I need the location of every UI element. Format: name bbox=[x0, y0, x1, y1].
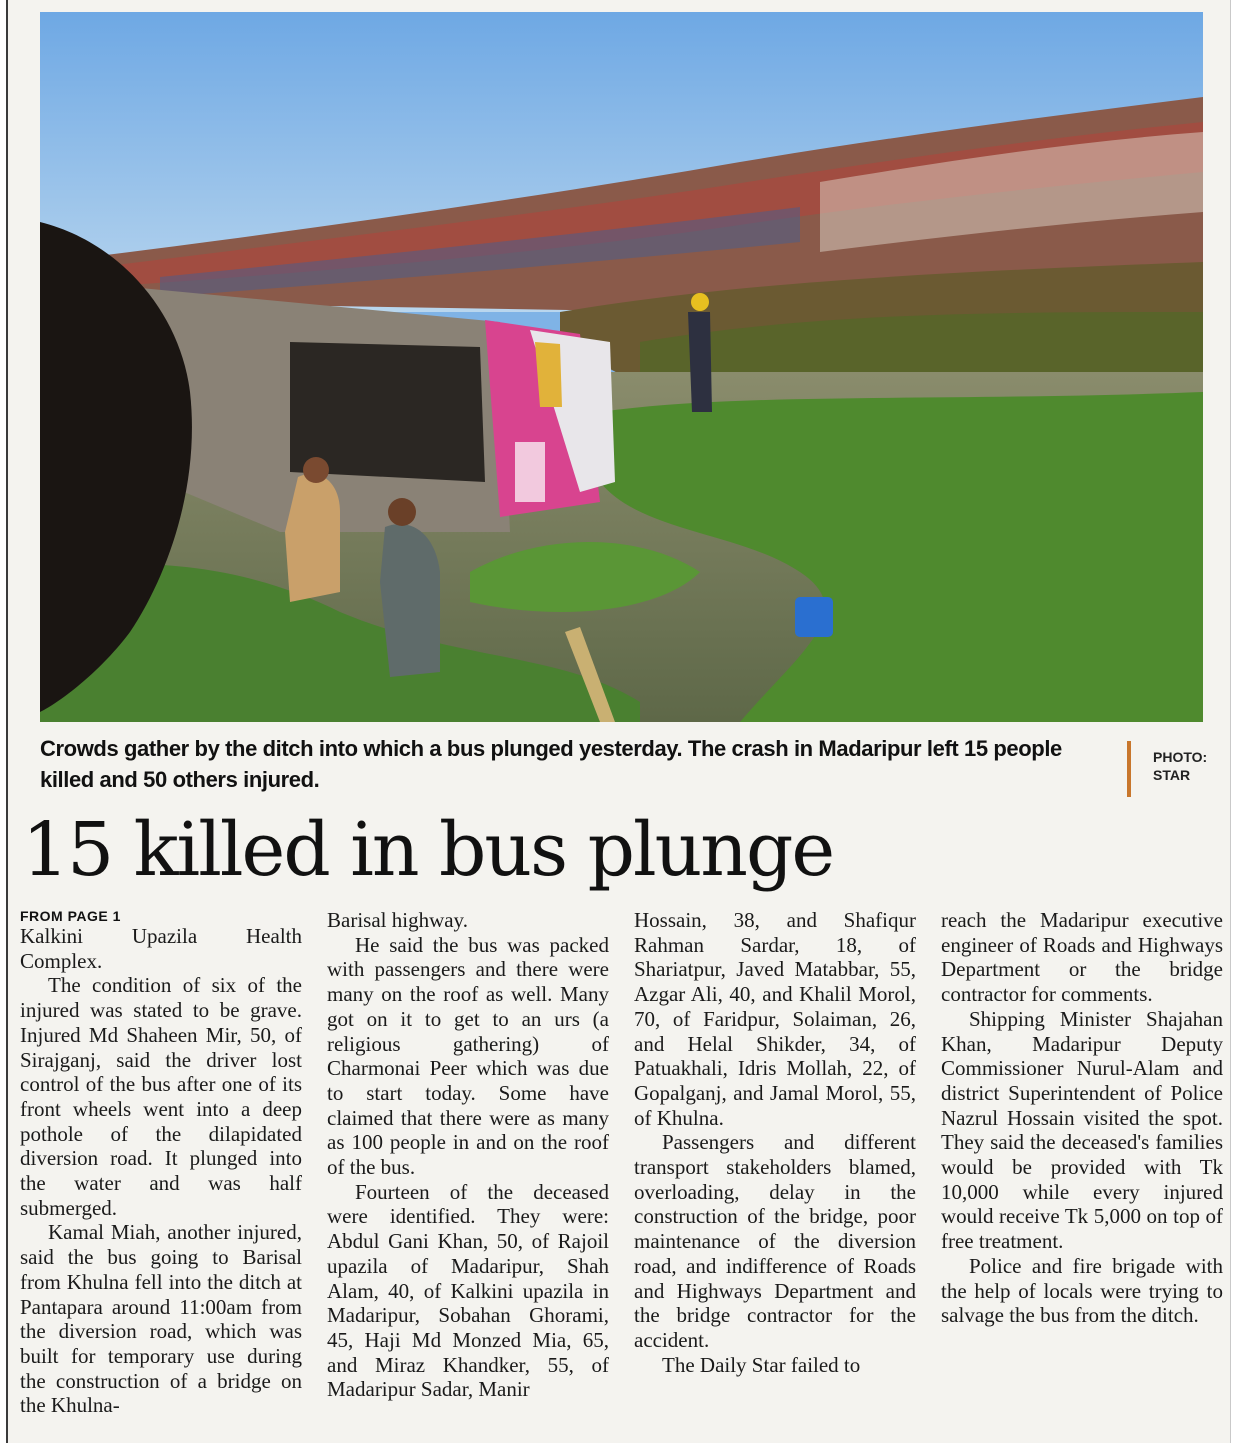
paragraph: Fourteen of the deceased were identified. They were: Abdul Gani Khan, 50, of Rajoil upazila of Madaripur, Shah Alam, 40, of Kalkini upazila in Madaripur, Sobahan Ghorami, 45, Haji Md Monzed Mia, 65, and Miraz Khandker, 55, of Madaripur Sadar, Manir bbox=[327, 1179, 609, 1402]
paragraph: Kamal Miah, another injured, said the bus going to Barisal from Khulna fell into the ditch at Pantapara around 11:00am from the diversion road, which was built for temporary use during the construction of a bridge on the Khulna- bbox=[20, 1220, 302, 1418]
article-column-3 bbox=[634, 908, 916, 1377]
photo-credit-label: PHOTO: bbox=[1153, 749, 1208, 765]
paragraph: Shipping Minister Shajahan Khan, Madaripur Deputy Commissioner Nurul-Alam and district Superintendent of Police Nazrul Hossain visited the spot. They said the deceased's families would be provided with Tk 10,000 while every injured would receive Tk 5,000 on top of free treatment. bbox=[941, 1006, 1223, 1254]
paragraph: Barisal highway. bbox=[327, 908, 468, 932]
bus bbox=[130, 287, 615, 532]
paragraph: Passengers and different transport stakeholders blamed, overloading, delay in the construction of the bridge, poor maintenance of the diversion road, and indifference of Roads and Highways Department and the bridge contractor for the accident. bbox=[634, 1130, 916, 1352]
paragraph: Hossain, 38, and Shafiqur Rahman Sardar, 18, of Shariatpur, Javed Matabbar, 55, Azgar Ali, 40, and Khalil Morol, 70, of Faridpur, Solaiman, 26, and Helal Shikder, 34, of Patuakhali, Idris Mollah, 22, of Gopalganj, and Jamal Morol, 55, of Khulna. bbox=[634, 908, 916, 1130]
newspaper-page bbox=[6, 0, 1231, 1443]
photo-credit-source: STAR bbox=[1153, 767, 1191, 783]
news-photo bbox=[40, 12, 1203, 722]
credit-divider bbox=[1127, 741, 1131, 797]
photo-credit bbox=[1153, 748, 1223, 784]
headline: 15 killed in bus plunge bbox=[22, 807, 834, 893]
paragraph: The condition of six of the injured was stated to be grave. Injured Md Shaheen Mir, 50, of Sirajganj, said the driver lost control of the bus after one of its front wheels went into a deep pothole of the dilapidated diversion road. It plunged into the water and was half submerged. bbox=[20, 973, 302, 1220]
paragraph: Police and fire brigade with the help of locals were trying to salvage the bus from the ditch. bbox=[941, 1253, 1223, 1328]
kicker: FROM PAGE 1 bbox=[20, 908, 121, 924]
paragraph: He said the bus was packed with passengers and there were many on the roof as well. Many got on it to get to an urs (a religious gathering) of Charmonai Peer which was due to start today. Some have claimed that there were as many as 100 people in and on the roof of the bus. bbox=[327, 932, 609, 1180]
article-column-4 bbox=[941, 908, 1223, 1328]
paragraph: reach the Madaripur executive engineer of Roads and Highways Department or the bridge contractor for comments. bbox=[941, 908, 1223, 1007]
article-column-1 bbox=[20, 908, 302, 1418]
article-column-2 bbox=[327, 908, 609, 1402]
paragraph: The Daily Star failed to bbox=[662, 1352, 861, 1377]
paragraph: Kalkini Upazila Health Complex. bbox=[20, 924, 302, 973]
photo-caption: Crowds gather by the ditch into which a bus plunged yesterday. The crash in Madaripur left 15 people killed and 50 others injured. bbox=[40, 736, 1062, 792]
